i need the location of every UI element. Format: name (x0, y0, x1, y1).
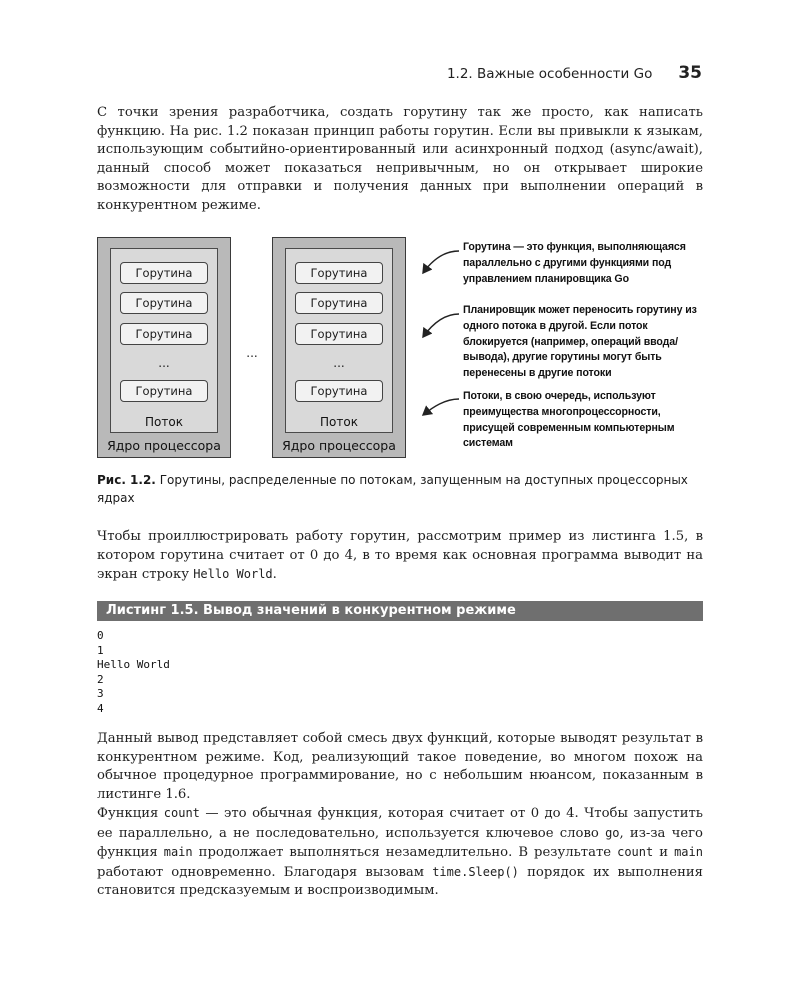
annotation-threads: Потоки, в свою очередь, используют преимущества многопроцессорности, присущей современным компьютерным системам (463, 390, 675, 450)
goroutine-box: Горутина (295, 292, 383, 314)
figure-goroutines (97, 237, 707, 465)
inline-code: main (674, 845, 703, 860)
code-line: 1 (97, 643, 104, 657)
core-label: Ядро процессора (282, 438, 396, 453)
code-output (97, 629, 170, 717)
paragraph-text: Чтобы проиллюстрировать работу горутин, рассмотрим пример из листинга 1.5, в котором горутина считает от 0 до 4, в то время как основная программа выводит на экран строку (97, 529, 703, 583)
goroutine-box: Горутина (120, 262, 208, 284)
goroutine-box: Горутина (295, 262, 383, 284)
goroutine-box: Горутина (120, 380, 208, 402)
arrow-scheduler (423, 314, 459, 337)
caption-label: Рис. 1.2. (97, 473, 156, 487)
inline-code: main (163, 845, 193, 860)
paragraph-text: . (272, 567, 277, 583)
annotation-scheduler: Планировщик может переносить горутину из одного потока в другой. Если поток блокируется (например, операций ввода/вывода), другие горутины могут быть перенесены в другие потоки (463, 304, 697, 380)
paragraph-text: продолжает выполняться незамедлительно. В результате (198, 845, 612, 861)
thread-label: Поток (145, 415, 183, 429)
code-line: Hello World (97, 658, 170, 672)
inline-code: go (605, 825, 620, 840)
arrow-goroutine (423, 251, 459, 273)
goroutine-box: Горутина (120, 323, 208, 345)
annotation-arrows (417, 237, 467, 465)
arrow-threads (423, 399, 459, 415)
section-title: 1.2. Важные особенности Go (446, 66, 653, 82)
goroutine-box: Горутина (295, 323, 383, 345)
paragraph-count-function (97, 804, 703, 901)
ellipsis: ... (158, 356, 170, 370)
goroutine-box: Горутина (295, 380, 383, 402)
annotation-goroutine: Горутина — это функция, выполняющаяся параллельно с другими функциями под управлением планировщика Go (463, 241, 686, 285)
inline-code: count (617, 845, 654, 860)
paragraph-explanation: Данный вывод представляет собой смесь двух функций, которые выводят результат в конкурентном режиме. Код, реализующий такое поведение, во многом похож на обычное процедурное программирование, но с небольшим нюансом, показанным в листинге 1.6. (97, 731, 703, 802)
paragraph-text: , из-за чего функция (97, 825, 703, 861)
paragraph-text: и (659, 845, 669, 861)
figure-caption (97, 472, 703, 507)
inline-code: Hello World (193, 567, 273, 582)
code-line: 0 (97, 629, 104, 642)
goroutine-box: Горутина (120, 292, 208, 314)
thread-box (285, 248, 393, 433)
core-label: Ядро процессора (107, 438, 221, 453)
paragraph-text: работают одновременно. Благодаря вызовам (97, 864, 425, 880)
page-number: 35 (678, 63, 702, 83)
thread-box (110, 248, 218, 433)
inline-code: count (163, 806, 200, 820)
code-line: 2 (97, 672, 104, 686)
caption-text: Горутины, распределенные по потокам, запущенным на доступных процессорных ядрах (97, 473, 688, 505)
ellipsis: ... (333, 356, 345, 370)
paragraph-intro: С точки зрения разработчика, создать горутину так же просто, как написать функцию. На рис. 1.2 показан принцип работы горутин. Если вы привыкли к языкам, использующим событийно-ориентированный или асинхронный подход (async/await), данный способ может показаться непривычным, но он открывает широкие возможности для отправки и получения данных при выполнении операций в конкурентном режиме. (97, 105, 703, 213)
listing-title: Листинг 1.5. Вывод значений в конкурентном режиме (97, 601, 703, 621)
paragraph-text: — это обычная функция, которая считает от 0 до 4. Чтобы запустить ее параллельно, а не последовательно, используется ключевое слово (97, 806, 703, 841)
cpu-core-box (272, 237, 406, 458)
thread-label: Поток (320, 415, 358, 429)
paragraph-text: Функция (97, 806, 159, 821)
running-header (447, 63, 702, 83)
paragraph-listing-intro (97, 528, 703, 585)
ellipsis: ... (246, 346, 258, 360)
paragraph-text: порядок их выполнения становится предсказуемым и воспроизводимым. (97, 864, 703, 899)
inline-code: time.Sleep() (432, 864, 519, 879)
code-line: 3 (97, 687, 104, 701)
code-line: 4 (97, 701, 104, 715)
cpu-core-box (97, 237, 231, 458)
